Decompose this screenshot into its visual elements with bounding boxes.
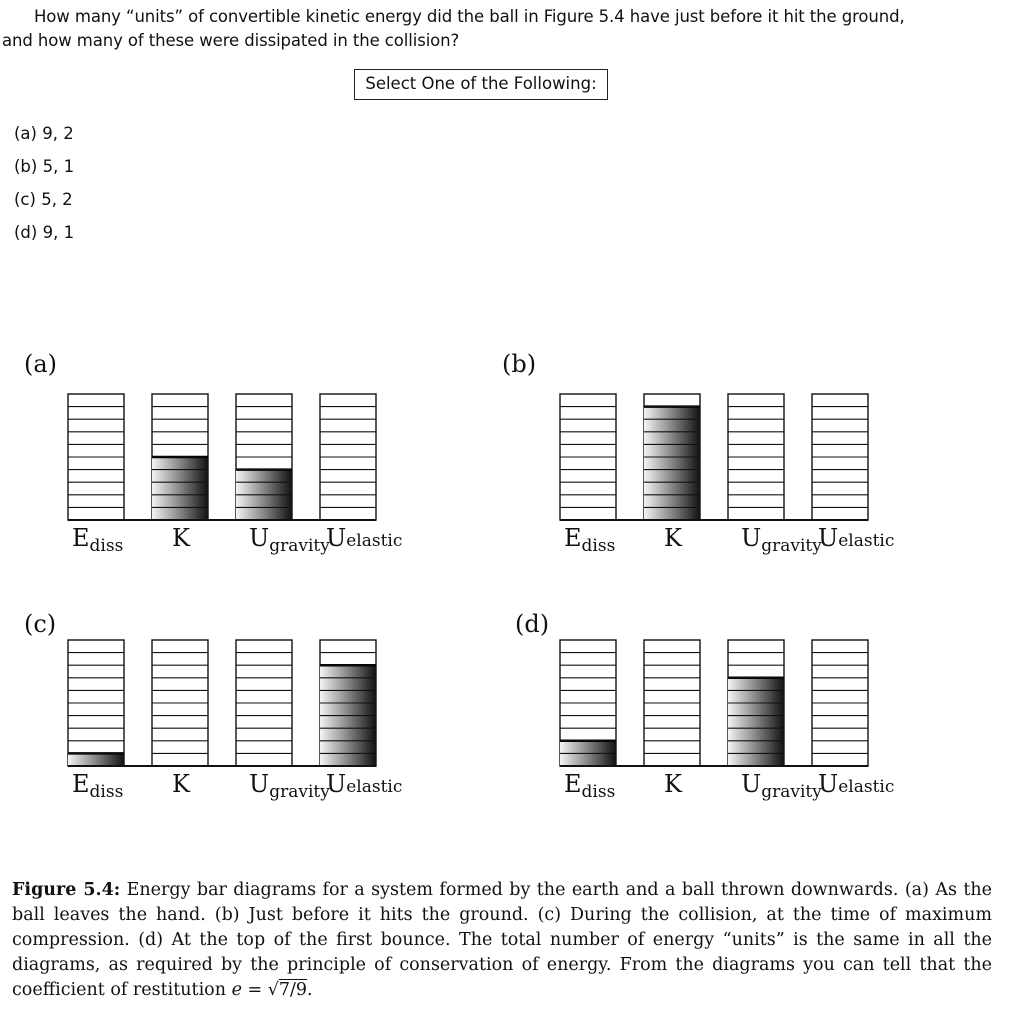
label-k: K <box>664 524 682 552</box>
select-prompt: Select One of the Following: <box>354 69 608 100</box>
label-ediss: $E_{diss}$ <box>72 770 124 802</box>
energy-bar-ugrav <box>236 394 292 520</box>
energy-bar-k <box>152 394 208 520</box>
energy-bar-uel <box>812 394 868 520</box>
label-k: K <box>172 770 190 798</box>
option-d[interactable]: (d) 9, 1 <box>14 223 75 242</box>
answer-options <box>14 122 74 254</box>
energy-bar-diagram-d <box>552 634 895 824</box>
label-ugravity: $U_{gravity}$ <box>249 524 330 556</box>
energy-bar-fill-ediss <box>68 753 124 766</box>
energy-bar-k <box>152 640 208 766</box>
energy-bar-diagram-a <box>60 388 403 578</box>
question-text <box>0 5 1010 53</box>
energy-bar-ediss <box>68 640 124 766</box>
figure-caption <box>12 878 992 1003</box>
label-uelastic: Uelastic <box>326 770 403 798</box>
caption-text: Energy bar diagrams for a system formed by the earth and a ball thrown downwards. (a) As the ball leaves the hand. (b) Just before it hits the ground. (c) During the collision, at the time of maximum compression. (d) At the top of the first bounce. The total number of energy “units” is the same in all the diagrams, as required by the principle of conservation of energy. From the diagrams you can tell that the coefficient of restitution <box>12 880 992 1000</box>
label-ediss: $E_{diss}$ <box>72 524 124 556</box>
label-k: K <box>172 524 190 552</box>
energy-bars-svg <box>60 634 390 774</box>
option-a[interactable]: (a) 9, 2 <box>14 124 74 143</box>
energy-bar-diagram-c <box>60 634 403 824</box>
energy-bars-svg <box>552 634 882 774</box>
option-b[interactable]: (b) 5, 1 <box>14 157 75 176</box>
caption-title: Figure 5.4: <box>12 880 121 900</box>
panel-label-b: (b) <box>502 350 537 378</box>
energy-bar-fill-k <box>644 407 700 520</box>
label-ugravity: $U_{gravity}$ <box>741 524 822 556</box>
energy-bar-fill-ugrav <box>728 678 784 766</box>
energy-bar-ugrav <box>728 640 784 766</box>
label-ediss: $E_{diss}$ <box>564 524 616 556</box>
panel-label-d: (d) <box>515 610 550 638</box>
energy-bar-k <box>644 394 700 520</box>
caption-end: . <box>307 980 313 1000</box>
energy-bar-uel <box>320 394 376 520</box>
question-line-2: and how many of these were dissipated in the collision? <box>2 31 460 50</box>
label-ediss: $E_{diss}$ <box>564 770 616 802</box>
energy-bar-ediss <box>68 394 124 520</box>
energy-bar-uel <box>812 640 868 766</box>
caption-radicand: 7/9 <box>278 980 308 1000</box>
energy-bar-ugrav <box>236 640 292 766</box>
energy-bar-ugrav <box>728 394 784 520</box>
energy-bar-ediss <box>560 640 616 766</box>
label-uelastic: Uelastic <box>818 524 895 552</box>
panel-label-a: (a) <box>24 350 58 378</box>
question-line-1: How many “units” of convertible kinetic energy did the ball in Figure 5.4 have just before it hit the ground, <box>34 7 905 26</box>
caption-math: e = √ <box>231 980 279 1000</box>
energy-bars-svg <box>552 388 882 528</box>
energy-bar-ediss <box>560 394 616 520</box>
label-k: K <box>664 770 682 798</box>
label-ugravity: $U_{gravity}$ <box>741 770 822 802</box>
energy-bar-fill-k <box>152 457 208 520</box>
label-ugravity: $U_{gravity}$ <box>249 770 330 802</box>
label-uelastic: Uelastic <box>326 524 403 552</box>
energy-bar-uel <box>320 640 376 766</box>
label-uelastic: Uelastic <box>818 770 895 798</box>
panel-label-c: (c) <box>24 610 57 638</box>
energy-bar-k <box>644 640 700 766</box>
energy-bars-svg <box>60 388 390 528</box>
energy-bar-diagram-b <box>552 388 895 578</box>
option-c[interactable]: (c) 5, 2 <box>14 190 73 209</box>
